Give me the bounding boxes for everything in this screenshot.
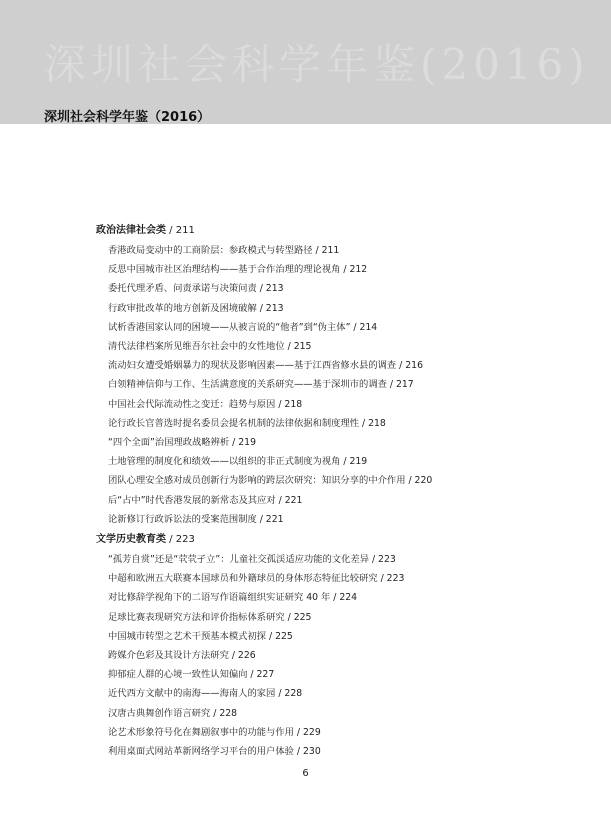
toc-entry-title: 跨媒介色彩及其设计方法研究 xyxy=(108,650,229,661)
book-title: 深圳社会科学年鉴（2016） xyxy=(44,110,211,125)
toc-entry-title: 香港政局变动中的工商阶层：参政模式与转型路径 xyxy=(108,245,313,256)
toc-entry-title: 土地管理的制度化和绩效——以组织的非正式制度为视角 xyxy=(108,456,341,468)
toc-entry-page: / 220 xyxy=(405,475,433,487)
header-band xyxy=(0,0,611,124)
toc-entry[interactable] xyxy=(108,319,377,333)
toc-entry-title: 汉唐古典舞创作语言研究 xyxy=(108,707,211,719)
toc-entry-page: / 211 xyxy=(312,245,340,256)
toc-entry-page: / 224 xyxy=(330,592,358,604)
toc-entry-page: / 228 xyxy=(275,688,303,700)
toc-entry-page: / 225 xyxy=(266,630,293,642)
toc-entry[interactable] xyxy=(108,705,237,719)
toc-entry-title: 论新修订行政诉讼法的受案范围制度 xyxy=(108,513,257,525)
toc-entry-page: / 217 xyxy=(386,379,414,391)
section-page: / 223 xyxy=(166,534,195,545)
section-page: / 211 xyxy=(166,225,195,236)
toc-entry-page: / 218 xyxy=(359,417,386,429)
toc-entry-title: 委托代理矛盾、问责承诺与决策问责 xyxy=(108,283,257,295)
toc-entry[interactable] xyxy=(108,434,256,448)
toc-entry-title: 利用桌面式网站革新网络学习平台的用户体验 xyxy=(108,746,294,757)
toc-entry-title: “孤芳自赏”还是“茕茕孑立”：儿童社交孤渓适应功能的文化差异 xyxy=(108,554,369,565)
toc-entry-page: / 213 xyxy=(256,283,284,295)
section-title: 政治法律社会类 xyxy=(96,225,166,236)
toc-entry-title: 论艺术形象符号化在舞剧叙事中的功能与作用 xyxy=(108,726,294,738)
toc-entry[interactable] xyxy=(108,338,311,352)
toc-entry-page: / 219 xyxy=(229,437,256,448)
toc-entry-title: 反思中国城市社区治理结构——基于合作治理的理论视角 xyxy=(108,264,341,276)
toc-entry[interactable] xyxy=(108,261,367,275)
toc-entry-title: 近代西方文献中的南海——海南人的家园 xyxy=(108,688,276,700)
toc-entry-page: / 221 xyxy=(275,494,303,506)
toc-entry[interactable] xyxy=(108,589,357,603)
toc-entry[interactable] xyxy=(108,472,432,486)
toc-entry-title: “四个全面”治国理政战略辨析 xyxy=(108,437,230,448)
watermark-title: 深圳社会科学年鉴(2016) xyxy=(44,40,590,89)
toc-entry[interactable] xyxy=(108,628,293,642)
section-heading xyxy=(96,221,195,236)
toc-entry[interactable] xyxy=(108,280,284,294)
toc-entry[interactable] xyxy=(108,551,396,565)
toc-entry-page: / 229 xyxy=(293,726,321,738)
toc-entry-title: 后“占中”时代香港发展的新常态及其应对 xyxy=(108,494,276,506)
toc-entry-page: / 223 xyxy=(369,554,396,565)
toc-entry[interactable] xyxy=(108,492,302,506)
toc-entry[interactable] xyxy=(108,647,256,661)
toc-entry[interactable] xyxy=(108,511,284,525)
toc-entry[interactable] xyxy=(108,724,321,738)
toc-entry-title: 抑郁症人群的心境一致性认知偏向 xyxy=(108,669,248,681)
toc-entry[interactable] xyxy=(108,570,404,584)
toc-entry-title: 中国城市转型之艺术干预基本模式初探 xyxy=(108,630,267,642)
toc-entry-title: 流动妇女遭受婚姻暴力的现状及影响因素——基于江西省修水县的调查 xyxy=(108,360,397,372)
toc-entry-title: 白领精神信仰与工作、生活满意度的关系研究——基于深圳市的调查 xyxy=(108,379,387,391)
toc-entry[interactable] xyxy=(108,376,414,390)
toc-entry-title: 中超和欧洲五大联赛本国球员和外籍球员的身体形态特征比较研究 xyxy=(108,573,378,585)
toc-entry-page: / 223 xyxy=(377,573,405,585)
section-title: 文学历史教育类 xyxy=(96,534,166,545)
toc-entry-page: / 230 xyxy=(293,746,321,757)
toc-entry-page: / 218 xyxy=(275,398,303,410)
toc-entry[interactable] xyxy=(108,415,386,429)
section-heading xyxy=(96,530,195,545)
toc-entry-page: / 215 xyxy=(284,341,312,352)
toc-entry-title: 行政审批改革的地方创新及困境破解 xyxy=(108,302,257,314)
toc-entry-page: / 227 xyxy=(247,669,275,681)
page-number: 6 xyxy=(302,768,309,779)
toc-entry-page: / 212 xyxy=(340,264,368,276)
toc-entry[interactable] xyxy=(108,453,367,467)
toc-entry-page: / 214 xyxy=(350,321,378,333)
toc-entry-title: 足球比赛表现研究方法和评价指标体系研究 xyxy=(108,611,285,623)
toc-entry-title: 对比修辞学视角下的二语写作语篇组织实证研究 40 年 xyxy=(108,592,331,604)
toc-entry[interactable] xyxy=(108,396,302,410)
toc-entry[interactable] xyxy=(108,609,311,623)
toc-entry-page: / 228 xyxy=(210,707,238,719)
toc-entry[interactable] xyxy=(108,685,302,699)
toc-entry[interactable] xyxy=(108,666,274,680)
toc-entry-title: 清代法律档案所见维吾尔社会中的女性地位 xyxy=(108,341,285,352)
toc-entry-page: / 221 xyxy=(256,513,284,525)
toc-entry-page: / 219 xyxy=(340,456,368,468)
toc-entry[interactable] xyxy=(108,242,339,256)
toc-entry-title: 中国社会代际流动性之变迁：趋势与原因 xyxy=(108,398,276,410)
toc-entry-page: / 225 xyxy=(284,611,312,623)
toc-entry-title: 团队心理安全感对成员创新行为影响的跨层次研究：知识分享的中介作用 xyxy=(108,475,406,487)
toc-entry-page: / 226 xyxy=(228,650,256,661)
toc-entry-title: 论行政长官普选时提名委员会提名机制的法律依据和制度理性 xyxy=(108,417,360,429)
toc-entry[interactable] xyxy=(108,357,423,371)
toc-entry[interactable] xyxy=(108,300,284,314)
toc-entry-page: / 213 xyxy=(256,302,284,314)
toc-entry-title: 试析香港国家认同的困境——从被言说的“他者”到“伪主体” xyxy=(108,321,351,333)
toc-entry-page: / 216 xyxy=(396,360,424,372)
toc-entry[interactable] xyxy=(108,743,321,757)
